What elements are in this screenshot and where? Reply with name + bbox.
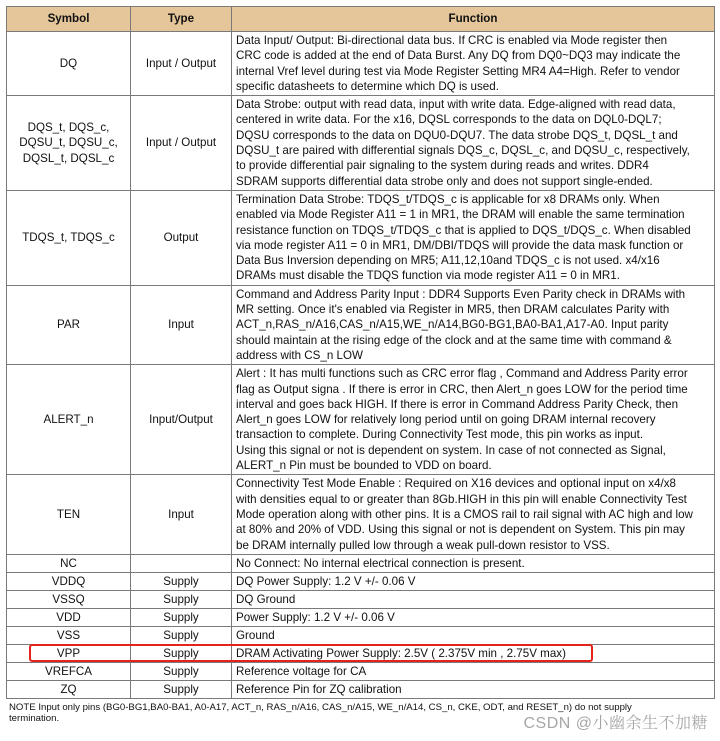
symbol-cell: VREFCA bbox=[7, 662, 131, 680]
symbol-cell: DQS_t, DQS_c, DQSU_t, DQSU_c, DQSL_t, DQSL_c bbox=[7, 96, 131, 191]
type-cell: Supply bbox=[131, 662, 232, 680]
function-cell: Connectivity Test Mode Enable : Required on X16 devices and optional input on x4/x8 with densities equal to or greater than 8Gb.HIGH in this pin will enable Connectivity Test Mode operation along with other pins. It is a CMOS rail to rail signal with AC high and low at 80% and 20% of VDD. Using this signal or not is dependent on System. This pin may be DRAM internally pulled low through a weak pull-down resistor to VSS. bbox=[232, 475, 715, 554]
symbol-cell: TEN bbox=[7, 475, 131, 554]
symbol-cell: ZQ bbox=[7, 680, 131, 698]
table-note: NOTE Input only pins (BG0-BG1,BA0-BA1, A0-A17, ACT_n, RAS_n/A16, CAS_n/A15, WE_n/A14, CS_n, CKE, ODT, and RESET_n) do not supply termination. bbox=[9, 701, 632, 725]
table-row-vss bbox=[7, 626, 715, 644]
symbol-cell: VPP bbox=[7, 644, 131, 662]
table-row-vdd bbox=[7, 608, 715, 626]
function-cell: DQ Power Supply: 1.2 V +/- 0.06 V bbox=[232, 572, 715, 590]
function-cell: Reference voltage for CA bbox=[232, 662, 715, 680]
type-cell: Supply bbox=[131, 572, 232, 590]
table-row-tdqs bbox=[7, 190, 715, 285]
type-cell: Input / Output bbox=[131, 96, 232, 191]
symbol-cell: NC bbox=[7, 554, 131, 572]
type-cell: Supply bbox=[131, 626, 232, 644]
function-cell: Command and Address Parity Input : DDR4 Supports Even Parity check in DRAMs with MR setting. Once it's enabled via Register in MR5, then DRAM calculates Parity with ACT_n,RAS_n/A16,CAS_n/A15,WE_n/A14,BG0-BG1,BA0-BA1,A17-A0. Input parity should maintain at the rising edge of the clock and at the same time with command & address with CS_n LOW bbox=[232, 285, 715, 364]
function-cell: No Connect: No internal electrical connection is present. bbox=[232, 554, 715, 572]
type-cell: Output bbox=[131, 190, 232, 285]
symbol-cell: DQ bbox=[7, 32, 131, 96]
function-cell: Data Strobe: output with read data, input with write data. Edge-aligned with read data, centered in write data. For the x16, DQSL corresponds to the data on DQL0-DQL7; DQSU corresponds to the data on DQU0-DQU7. The data strobe DQS_t, DQSL_t and DQSU_t are paired with differential signals DQS_c, DQSL_c, and DQSU_c, respectively, to provide differential pair signaling to the system during reads and writes. DDR4 SDRAM supports differential data strobe only and does not support single-ended. bbox=[232, 96, 715, 191]
type-cell: Input/Output bbox=[131, 365, 232, 475]
type-cell bbox=[131, 554, 232, 572]
symbol-cell: VDDQ bbox=[7, 572, 131, 590]
document-page bbox=[6, 6, 714, 725]
type-cell: Supply bbox=[131, 644, 232, 662]
type-cell: Input bbox=[131, 475, 232, 554]
table-header-row bbox=[7, 7, 715, 32]
type-cell: Supply bbox=[131, 680, 232, 698]
pin-description-table bbox=[6, 6, 715, 699]
table-row-dq bbox=[7, 32, 715, 96]
function-cell: Power Supply: 1.2 V +/- 0.06 V bbox=[232, 608, 715, 626]
symbol-cell: TDQS_t, TDQS_c bbox=[7, 190, 131, 285]
table-row-alert bbox=[7, 365, 715, 475]
type-cell: Supply bbox=[131, 590, 232, 608]
table-row-vpp bbox=[7, 644, 715, 662]
type-cell: Input bbox=[131, 285, 232, 364]
table-row-vssq bbox=[7, 590, 715, 608]
function-cell: Reference Pin for ZQ calibration bbox=[232, 680, 715, 698]
table-row-vrefca bbox=[7, 662, 715, 680]
table-row-zq bbox=[7, 680, 715, 698]
function-cell: Alert : It has multi functions such as CRC error flag , Command and Address Parity error flag as Output signa . If there is error in CRC, then Alert_n goes LOW for the period time interval and goes back HIGH. If there is error in Command Address Parity Check, then Alert_n goes LOW for relatively long period until on going DRAM internal recovery transaction to complete. During Connectivity Test mode, this pin works as input. Using this signal or not is dependent on system. In case of not connected as Signal, ALERT_n Pin must be bounded to VDD on board. bbox=[232, 365, 715, 475]
header-type: Type bbox=[131, 7, 232, 32]
table-row-par bbox=[7, 285, 715, 364]
csdn-watermark: CSDN @小幽余生不加糖 bbox=[523, 715, 708, 732]
function-cell: Termination Data Strobe: TDQS_t/TDQS_c is applicable for x8 DRAMs only. When enabled via Mode Register A11 = 1 in MR1, the DRAM will enable the same termination resistance function on TDQS_t/TDQS_c that is applied to DQS_t/DQS_c. When disabled via mode register A11 = 0 in MR1, DM/DBI/TDQS will provide the data mask function or Data Bus Inversion depending on MR5; A11,12,10and TDQS_c is not used. x4/x16 DRAMs must disable the TDQS function via mode register A11 = 0 in MR1. bbox=[232, 190, 715, 285]
symbol-cell: ALERT_n bbox=[7, 365, 131, 475]
symbol-cell: VSSQ bbox=[7, 590, 131, 608]
table-row-nc bbox=[7, 554, 715, 572]
function-cell: Data Input/ Output: Bi-directional data bus. If CRC is enabled via Mode register then CRC code is added at the end of Data Burst. Any DQ from DQ0~DQ3 may indicate the internal Vref level during test via Mode Register Setting MR4 A4=High. Refer to vendor specific datasheets to determine which DQ is used. bbox=[232, 32, 715, 96]
symbol-cell: VDD bbox=[7, 608, 131, 626]
type-cell: Input / Output bbox=[131, 32, 232, 96]
symbol-cell: VSS bbox=[7, 626, 131, 644]
type-cell: Supply bbox=[131, 608, 232, 626]
header-function: Function bbox=[232, 7, 715, 32]
symbol-cell: PAR bbox=[7, 285, 131, 364]
function-cell: DQ Ground bbox=[232, 590, 715, 608]
function-cell: DRAM Activating Power Supply: 2.5V ( 2.375V min , 2.75V max) bbox=[232, 644, 715, 662]
header-symbol: Symbol bbox=[7, 7, 131, 32]
table-row-dqs bbox=[7, 96, 715, 191]
table-row-vddq bbox=[7, 572, 715, 590]
table-row-ten bbox=[7, 475, 715, 554]
function-cell: Ground bbox=[232, 626, 715, 644]
